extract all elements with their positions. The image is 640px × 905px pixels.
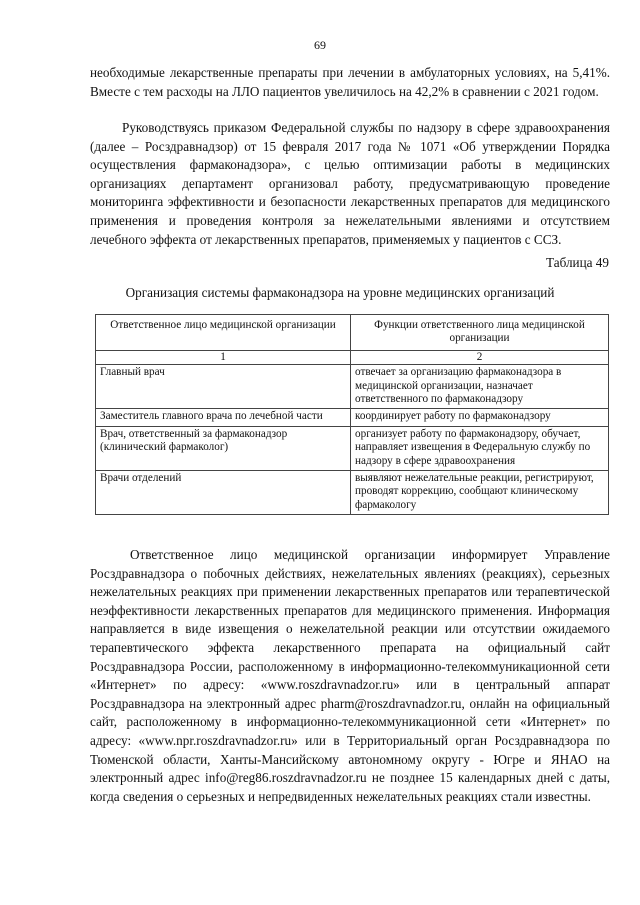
paragraph-reporting-procedure: Ответственное лицо медицинской организации информирует Управление Росздравнадзора о побочных действиях, нежелательных явлениях (реакциях), серьезных нежелательных реакциях при применении лекарственных препаратов или терапевтической неэффективности лекарственных препаратов для медицинского применения. Информация направляется в виде извещения о нежелательной реакции или отсутствии ожидаемого терапевтического эффекта лекарственного препарата на официальный сайт Росздравнадзора России, расположенному в информационно-телекоммуникационной сети «Интернет» по адресу: «www.roszdravnadzor.ru» или в центральный аппарат Росздравнадзора на электронный адрес pharm@roszdravnadzor.ru, онлайн на официальный сайт, расположенному в информационно-телекоммуникационной сети «Интернет» по адресу: «www.npr.roszdravnadzor.ru» или в Территориальный орган Росздравнадзора по Тюменской области, Ханты-Мансийскому автономному округу - Югре и ЯНАО на электронный адрес info@reg86.roszdravnadzor.ru не позднее 15 календарных дней с даты, когда сведения о серьезных и непредвиденных нежелательных реакциях стали известны. [90, 547, 610, 804]
table-cell-person: Заместитель главного врача по лечебной части [96, 409, 351, 426]
table-cell-person: Врач, ответственный за фармаконадзор (клинический фармаколог) [96, 426, 351, 470]
table-header-row [96, 315, 609, 351]
table-row [96, 409, 609, 426]
table-label: Таблица 49 [546, 255, 609, 270]
table-cell-person: Главный врач [96, 365, 351, 409]
table-title: Организация системы фармаконадзора на уровне медицинских организаций [125, 285, 555, 300]
page-number: 69 [314, 38, 326, 52]
table-cell-function: координирует работу по фармаконадзору [351, 409, 609, 426]
paragraph-roszdravnadzor-order: Руководствуясь приказом Федеральной службы по надзору в сфере здравоохранения (далее – Росздравнадзор) от 15 февраля 2017 года № 1071 «Об утверждении Порядка осуществления фармаконадзора», с целью оптимизации работы в медицинских организациях департамент организовал работу, предусматривающую проведение мониторинга эффективности и безопасности лекарственных препаратов для медицинского применения и проведения контроля за нежелательными явлениями и отсутствием лечебного эффекта от лекарственных препаратов, применяемых у пациентов с ССЗ. [90, 120, 610, 247]
table-cell-function: отвечает за организацию фармаконадзора в медицинской организации, назначает ответственного по фармаконадзору [351, 365, 609, 409]
table-header-cell: Функции ответственного лица медицинской организации [351, 315, 609, 351]
table-column-number: 2 [351, 350, 609, 364]
pharmacovigilance-table [95, 314, 609, 515]
table-column-number: 1 [96, 350, 351, 364]
table-cell-person: Врачи отделений [96, 471, 351, 515]
table-row [96, 426, 609, 470]
table-cell-function: организует работу по фармаконадзору, обучает, направляет извещения в Федеральную службу по надзору в сфере здравоохранения [351, 426, 609, 470]
table-number-row [96, 350, 609, 364]
table-cell-function: выявляют нежелательные реакции, регистрируют, проводят коррекцию, сообщают клиническому фармакологу [351, 471, 609, 515]
paragraph-intro: необходимые лекарственные препараты при лечении в амбулаторных условиях, на 5,41%. Вместе с тем расходы на ЛЛО пациентов увеличилось на 42,2% в сравнении с 2021 годом. [90, 65, 610, 99]
table-row [96, 471, 609, 515]
table-row [96, 365, 609, 409]
table-header-cell: Ответственное лицо медицинской организации [96, 315, 351, 351]
